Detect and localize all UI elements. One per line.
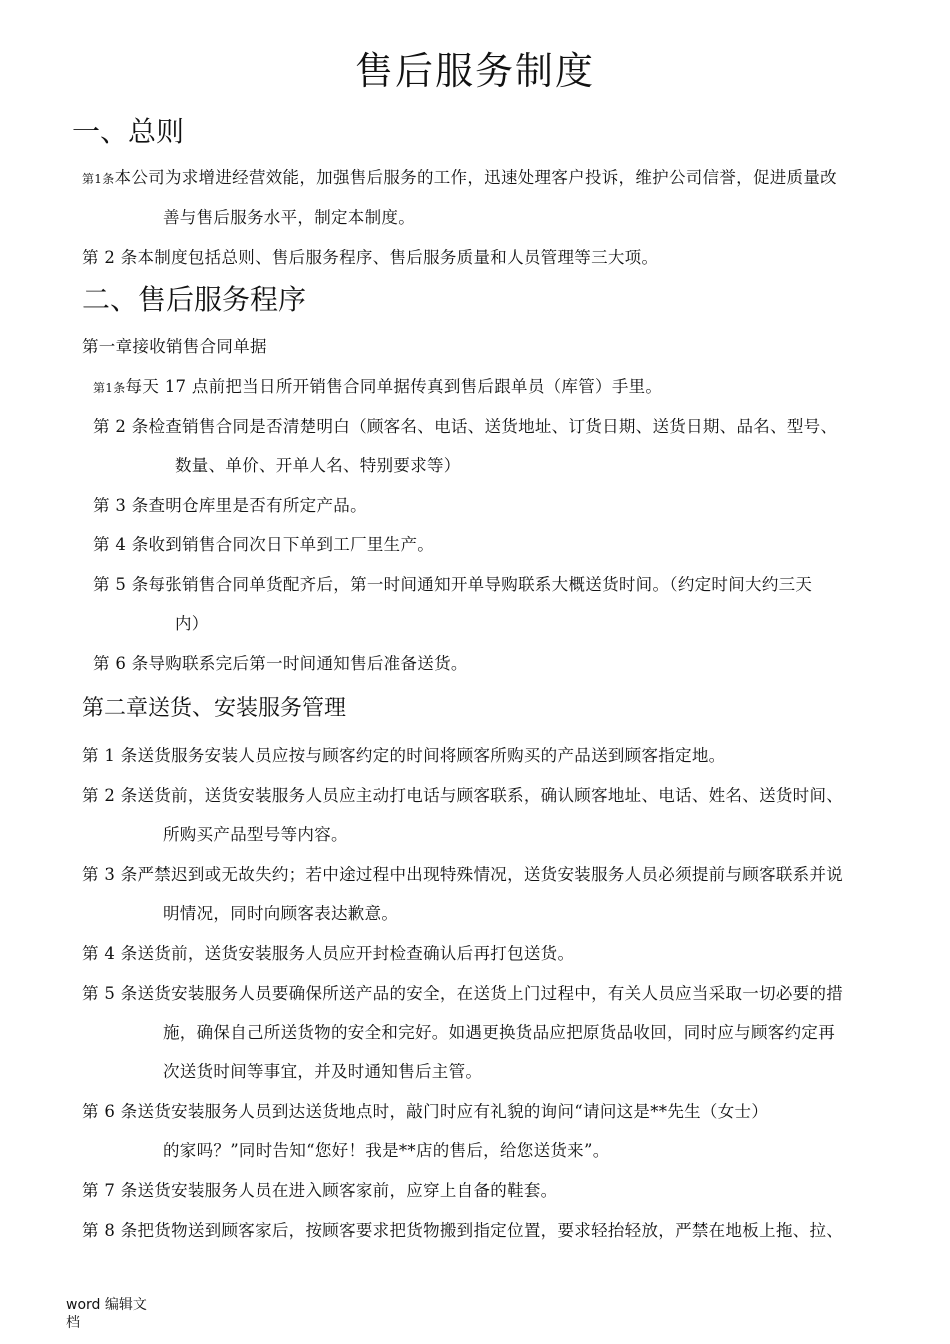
chapter-2-heading: 第二章送货、安装服务管理 xyxy=(82,696,347,721)
ch1-article-4: 第 4 条收到销售合同次日下单到工厂里生产。 xyxy=(93,535,435,554)
article-prefix: 第1条 xyxy=(93,381,126,395)
ch2-article-3-line-2: 明情况，同时向顾客表达歉意。 xyxy=(163,904,399,923)
ch2-article-8: 第 8 条把货物送到顾客家后，按顾客要求把货物搬到指定位置，要求轻抬轻放，严禁在地板上拖、拉、 xyxy=(82,1221,844,1240)
section-heading-general: 一、总则 xyxy=(72,115,185,148)
document-title: 售后服务制度 xyxy=(354,49,595,93)
ch1-article-5-line-2: 内） xyxy=(175,614,209,633)
ch2-article-7: 第 7 条送货安装服务人员在进入顾客家前，应穿上自备的鞋套。 xyxy=(82,1181,558,1200)
chapter-1-heading: 第一章接收销售合同单据 xyxy=(82,337,267,356)
section-heading-procedure: 二、售后服务程序 xyxy=(82,283,307,316)
ch1-article-6: 第 6 条导购联系完后第一时间通知售后准备送货。 xyxy=(93,654,468,673)
ch1-article-2-line-1: 第 2 条检查销售合同是否清楚明白（顾客名、电话、送货地址、订货日期、送货日期、品名、型号、 xyxy=(93,417,838,436)
article-text: 本公司为求增进经营效能，加强售后服务的工作，迅速处理客户投诉，维护公司信誉，促进质量改 xyxy=(114,168,837,187)
ch2-article-5-line-3: 次送货时间等事宜，并及时通知售后主管。 xyxy=(163,1062,483,1081)
ch2-article-3-line-1: 第 3 条严禁迟到或无故失约；若中途过程中出现特殊情况，送货安装服务人员必须提前与顾客联系并说 xyxy=(82,865,844,884)
article-2: 第 2 条本制度包括总则、售后服务程序、售后服务质量和人员管理等三大项。 xyxy=(82,248,659,267)
ch2-article-5-line-1: 第 5 条送货安装服务人员要确保所送产品的安全，在送货上门过程中，有关人员应当采取一切必要的措 xyxy=(82,984,844,1003)
article-prefix: 第1条 xyxy=(82,172,115,186)
article-1-line-2: 善与售后服务水平，制定本制度。 xyxy=(163,208,415,227)
ch1-article-5-line-1: 第 5 条每张销售合同单货配齐后，第一时间通知开单导购联系大概送货时间。（约定时间大约三天 xyxy=(93,575,813,594)
ch2-article-1: 第 1 条送货服务安装人员应按与顾客约定的时间将顾客所购买的产品送到顾客指定地。 xyxy=(82,746,726,765)
article-1-line-1 xyxy=(82,164,837,188)
ch1-article-1 xyxy=(93,373,662,397)
ch1-article-3: 第 3 条查明仓库里是否有所定产品。 xyxy=(93,496,367,515)
ch2-article-4: 第 4 条送货前，送货安装服务人员应开封检查确认后再打包送货。 xyxy=(82,944,575,963)
ch2-article-5-line-2: 施，确保自己所送货物的安全和完好。如遇更换货品应把原货品收回，同时应与顾客约定再 xyxy=(163,1023,835,1042)
ch2-article-6-line-2: 的家吗？”同时告知“您好！我是**店的售后，给您送货来”。 xyxy=(163,1141,610,1160)
ch1-article-2-line-2: 数量、单价、开单人名、特别要求等） xyxy=(175,456,461,475)
ch2-article-6-line-1: 第 6 条送货安装服务人员到达送货地点时，敲门时应有礼貌的询问“请问这是**先生（女士） xyxy=(82,1102,769,1121)
article-text: 每天 17 点前把当日所开销售合同单据传真到售后跟单员（库管）手里。 xyxy=(125,377,663,396)
ch2-article-2-line-1: 第 2 条送货前，送货安装服务人员应主动打电话与顾客联系，确认顾客地址、电话、姓名、送货时间、 xyxy=(82,786,844,805)
ch2-article-2-line-2: 所购买产品型号等内容。 xyxy=(163,825,348,844)
footer-note: word 编辑文档 xyxy=(66,1297,147,1331)
